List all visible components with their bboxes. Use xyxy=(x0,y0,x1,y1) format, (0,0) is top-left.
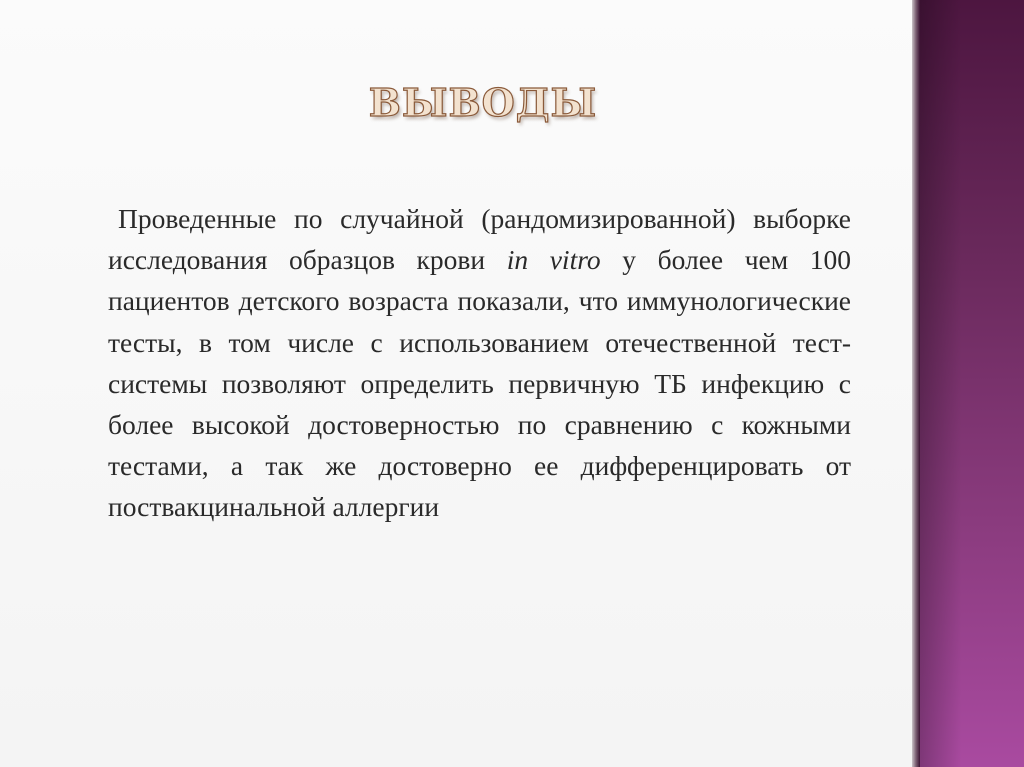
body-text-italic-term: in vitro xyxy=(506,244,601,276)
slide-title: ВЫВОДЫ xyxy=(368,80,598,125)
body-text-part-1: Проведенные по случайной (рандомизированной) выборке исследования образцов крови xyxy=(108,203,851,276)
body-text-part-2: у более чем 100 пациентов детского возраста показали, что иммунологические тесты, в том числе с использованием отечественной тест-системы позволяют определить первичную ТБ инфекцию с более высокой достоверностью по сравнению с кожными тестами, а так же достоверно ее дифференцировать от поствакцинальной аллергии xyxy=(108,244,852,523)
side-panel-shade xyxy=(920,0,1024,767)
slide-body-text xyxy=(108,198,851,528)
side-panel-edge xyxy=(912,0,920,767)
